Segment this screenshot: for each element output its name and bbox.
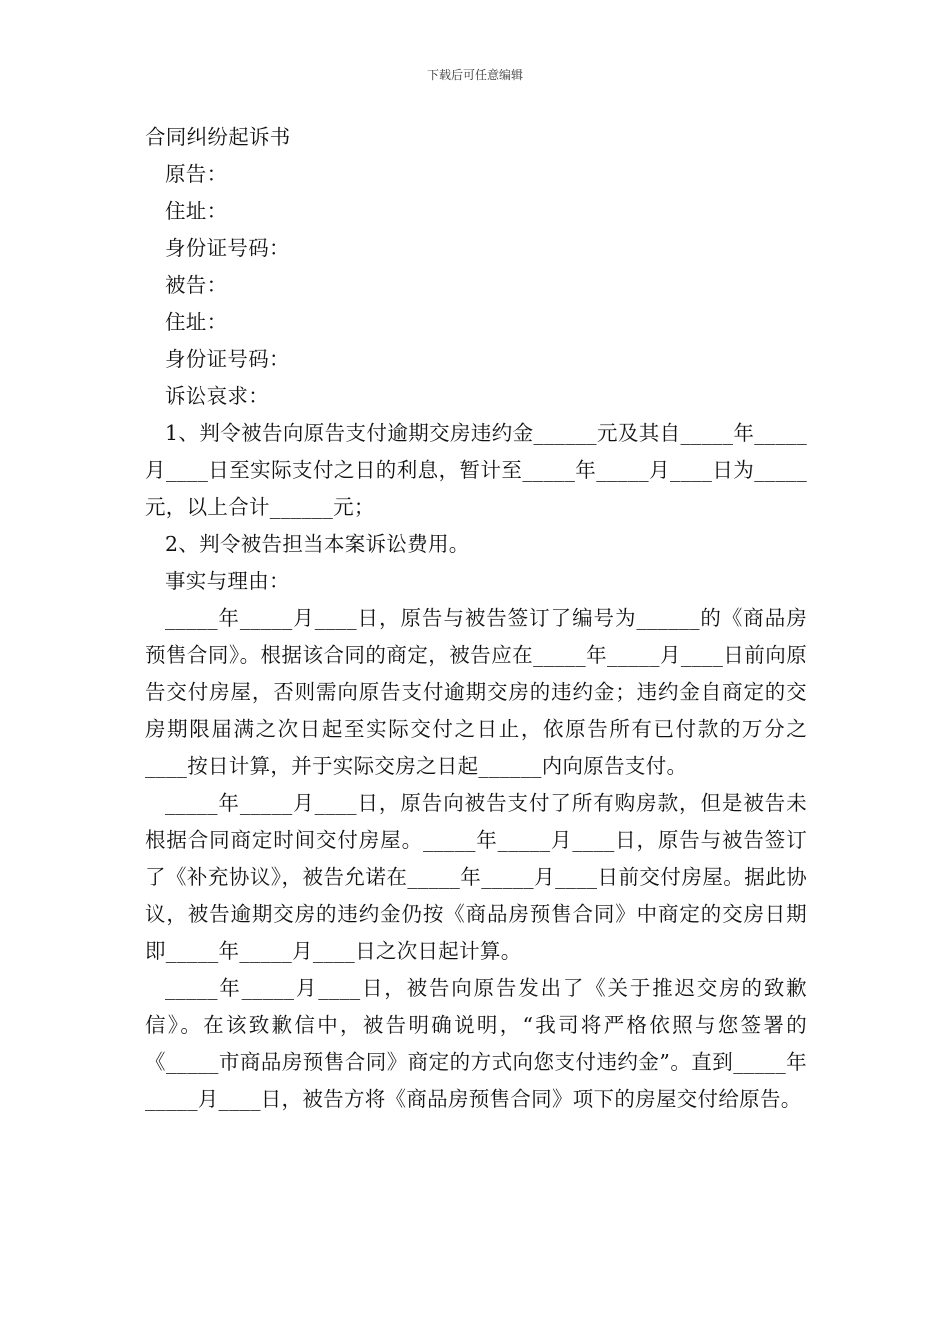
document-body — [145, 119, 807, 1118]
plaintiff-label: 原告： — [165, 162, 228, 186]
page-header-note: 下载后可任意编辑 — [426, 68, 523, 82]
plaintiff-id-label: 身份证号码： — [165, 236, 290, 260]
facts-paragraph-1: _____年_____月____日，原告与被告签订了编号为______的《商品房预售合同》。根据该合同的商定，被告应在_____年_____月____日前向原告交付房屋，否则需向原告支付逾期交房的违约金；违约金自商定的交房期限届满之次日起至实际交付之日止，依原告所有已付款的万分之____按日计算，并于实际交房之日起______内向原告支付。 — [145, 606, 807, 778]
defendant-id-label: 身份证号码： — [165, 347, 290, 371]
document-title: 合同纠纷起诉书 — [145, 125, 291, 149]
facts-heading: 事实与理由： — [165, 569, 290, 593]
claims-heading: 诉讼哀求： — [165, 384, 269, 408]
claim-item-1: 1、判令被告向原告支付逾期交房违约金______元及其自_____年_____月____日至实际支付之日的利息，暂计至_____年_____月____日为_____元，以上合计______元； — [145, 421, 807, 519]
claim-item-2: 2、判令被告担当本案诉讼费用。 — [165, 532, 470, 556]
facts-paragraph-3: _____年_____月____日，被告向原告发出了《关于推迟交房的致歉信》。在该致歉信中，被告明确说明，“我司将严格依照与您签署的《_____市商品房预售合同》商定的方式向您支付违约金”。直到_____年_____月____日，被告方将《商品房预售合同》项下的房屋交付给原告。 — [145, 976, 807, 1111]
facts-paragraph-2: _____年_____月____日，原告向被告支付了所有购房款，但是被告未根据合同商定时间交付房屋。_____年_____月____日，原告与被告签订了《补充协议》，被告允诺在_____年_____月____日前交付房屋。据此协议，被告逾期交房的违约金仍按《商品房预售合同》中商定的交房日期即_____年_____月____日之次日起计算。 — [145, 791, 807, 963]
defendant-address-label: 住址： — [165, 310, 228, 334]
defendant-label: 被告： — [165, 273, 228, 297]
plaintiff-address-label: 住址： — [165, 199, 228, 223]
